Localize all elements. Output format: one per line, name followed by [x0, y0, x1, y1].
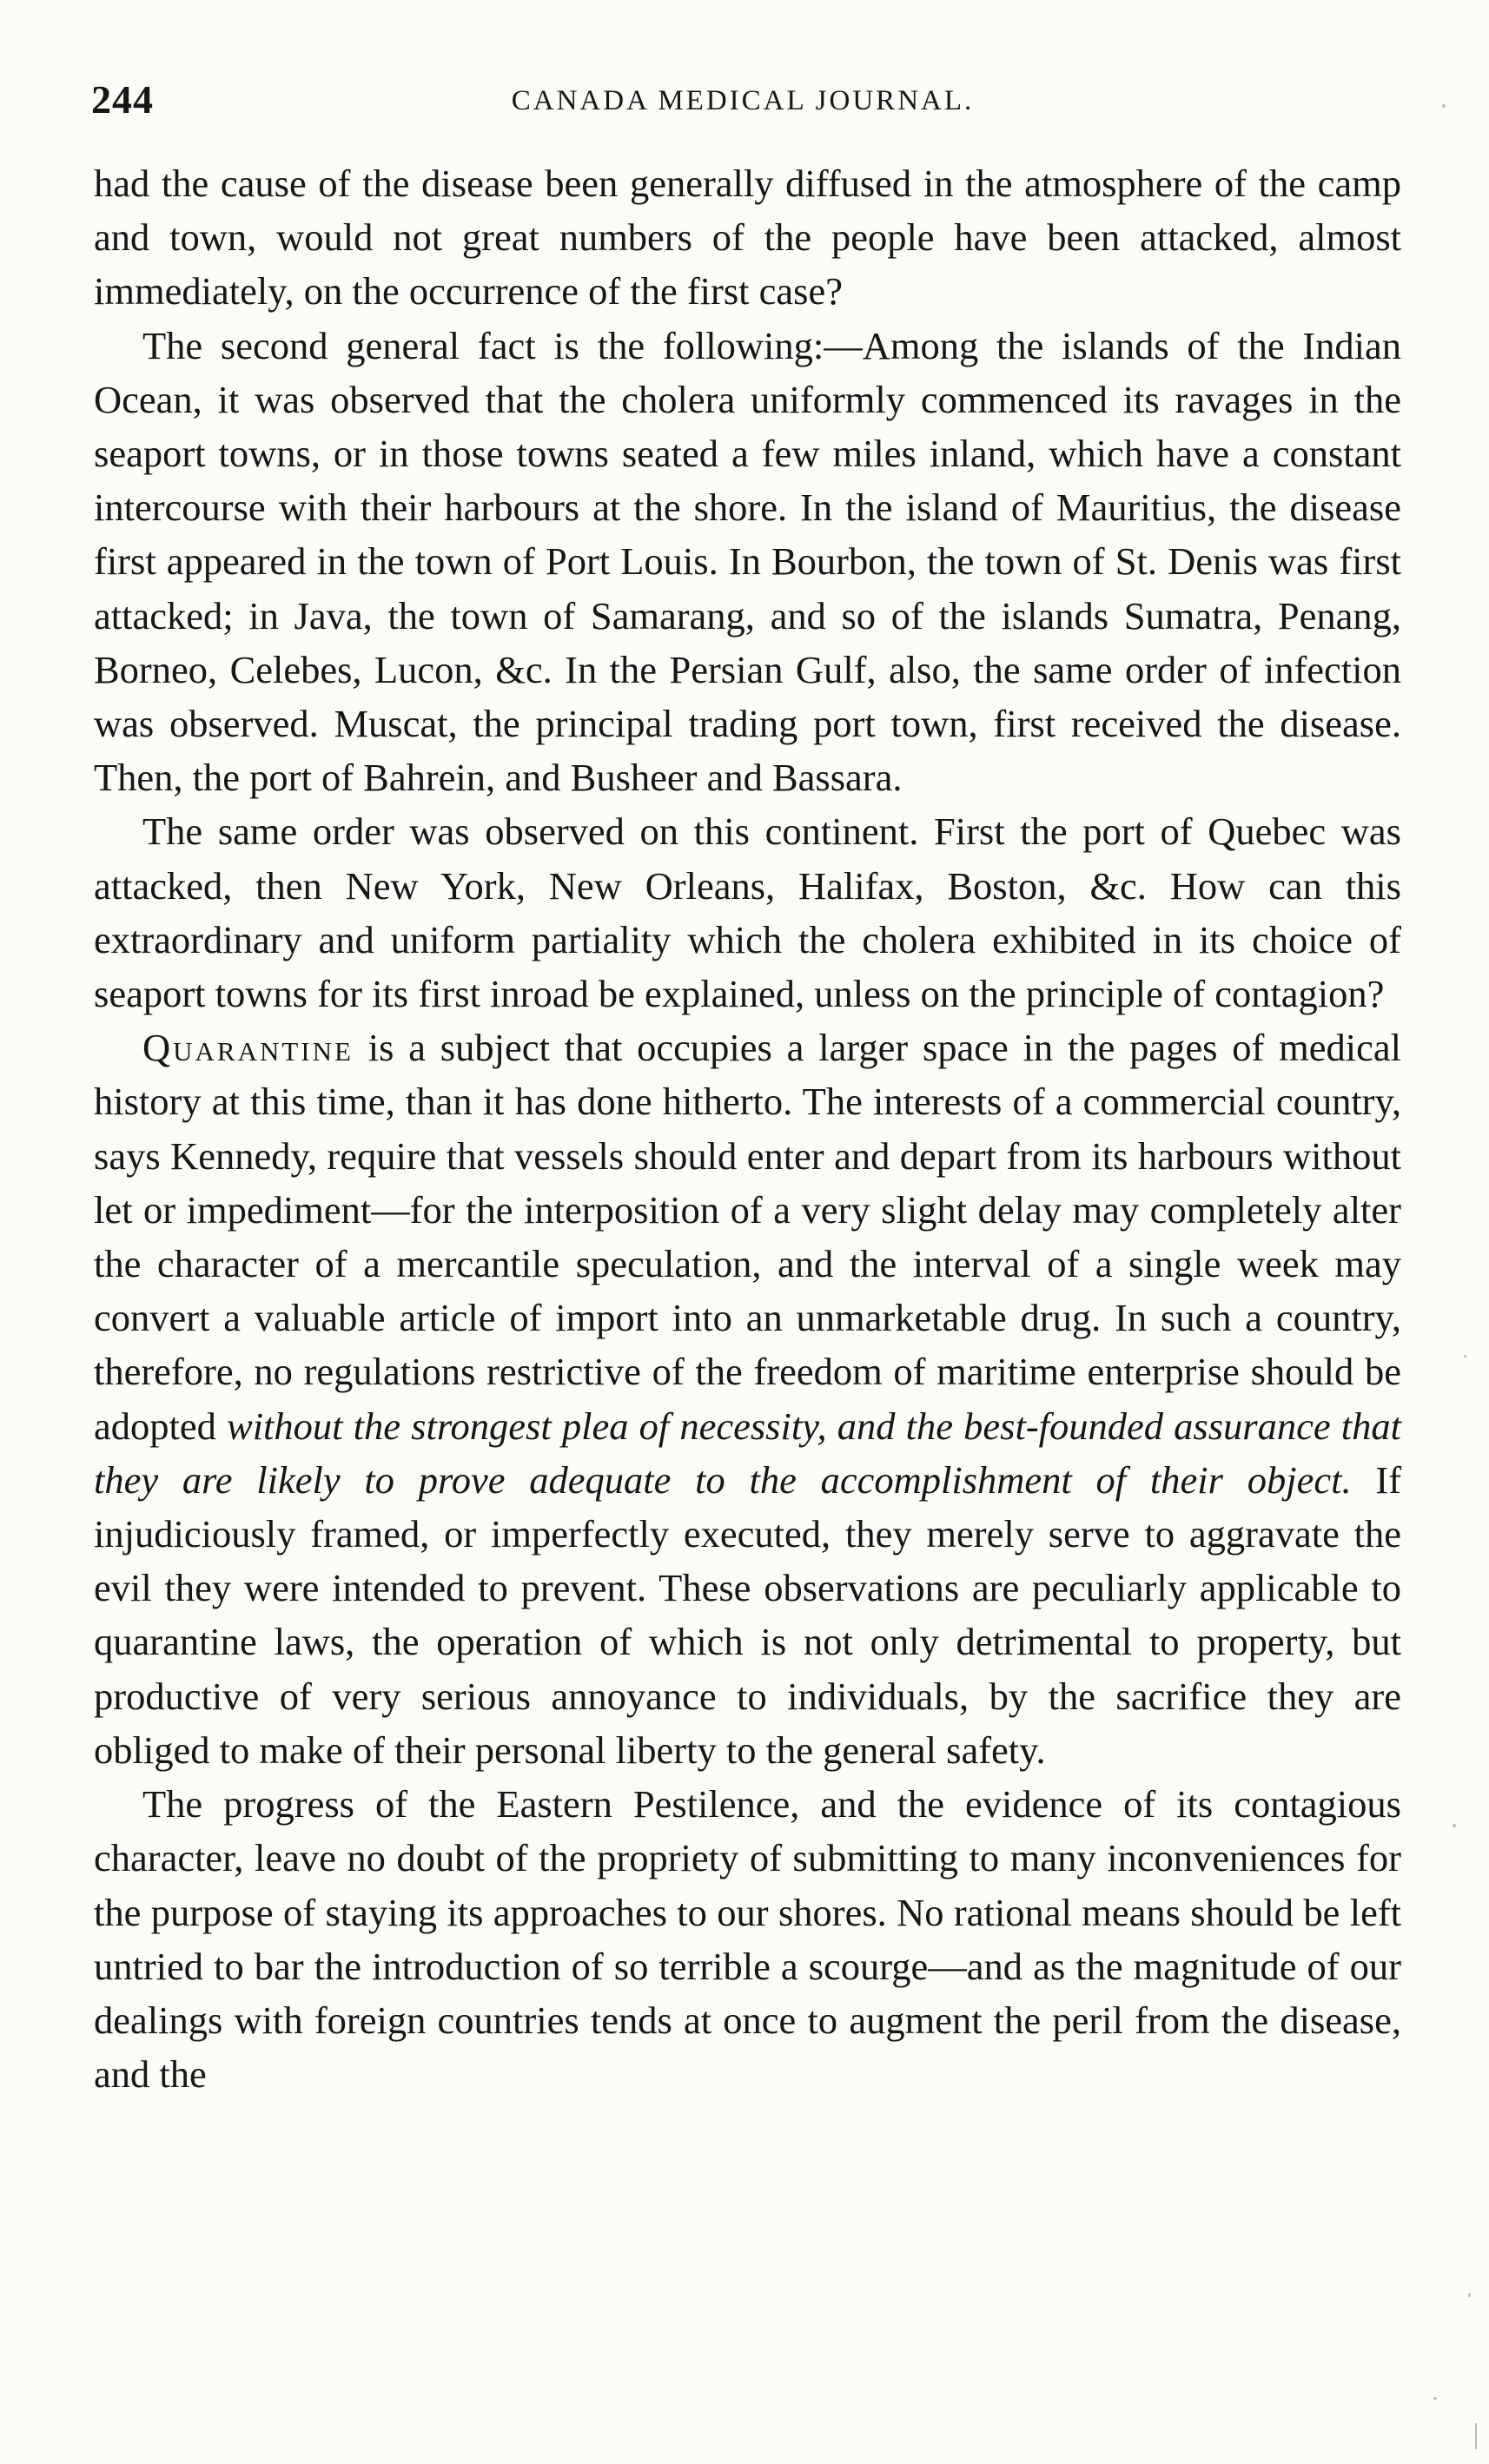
scan-speck	[1453, 1824, 1456, 1827]
body-text	[94, 156, 1401, 2101]
paragraph-4-text-b: If injudiciously framed, or imperfectly executed, they merely serve to aggravate the evil they were intended to prevent. These observations are peculiarly applicable to quarantine laws, the operation of which is not only detrimental to property, but productive of very serious annoyance to individuals, by the sacrifice they are obliged to make of their personal liberty to the general safety.	[94, 1457, 1402, 1772]
paragraph-3: The same order was observed on this continent. First the port of Quebec was attacked, then New York, New Orleans, Halifax, Boston, &c. How can this extraordinary and uniform partiality which the cholera exhibited in its choice of seaport towns for its first inroad be explained, unless on the principle of contagion?	[94, 809, 1401, 1016]
paragraph-5: The progress of the Eastern Pestilence, and the evidence of its contagious character, leave no doubt of the propriety of submitting to many inconveniences for the purpose of staying its approaches to our shores. No rational means should be left untried to bar the introduction of so terrible a scourge—and as the magnitude of our dealings with foreign countries tends at once to augment the peril from the disease, and the	[94, 1782, 1401, 2097]
paragraph-1: had the cause of the disease been generally diffused in the atmosphere of the camp and town, would not great numbers of the people have been attacked, almost immediately, on the occurrence of the first case?	[94, 162, 1401, 314]
scan-speck	[1433, 2397, 1437, 2400]
page-number: 244	[91, 77, 154, 122]
section-heading-quarantine: Quarantine	[142, 1026, 354, 1070]
paragraph-2: The second general fact is the following:—Among the islands of the Indian Ocean, it was observed that the cholera uniformly commenced its ravages in the seaport towns, or in those towns seated a few miles inland, which have a constant intercourse with their harbours at the shore. In the island of Mauritius, the disease first appeared in the town of Port Louis. In Bourbon, the town of St. Denis was first attacked; in Java, the town of Samarang, and so of the islands Sumatra, Penang, Borneo, Celebes, Lucon, &c. In the Persian Gulf, also, the same order of infection was observed. Muscat, the principal trading port town, first received the disease. Then, the port of Bahrein, and Busheer and Bassara.	[94, 323, 1401, 800]
paragraph-4-text-a: is a subject that occupies a larger space in the pages of medical history at this time, than it has done hitherto. The interests of a commercial country, says Kennedy, require that vessels should enter and depart from its harbours without let or impediment—for the interposition of a very slight delay may completely alter the character of a mercantile speculation, and the interval of a single week may convert a valuable article of import into an unmarketable drug. In such a country, therefore, no regulations restrictive of the freedom of maritime enterprise should be adopted	[94, 1026, 1401, 1448]
paragraph-4	[94, 1021, 1401, 1777]
running-head: CANADA MEDICAL JOURNAL.	[511, 85, 975, 116]
scan-speck	[1464, 1355, 1466, 1358]
paragraph-4-italic: without the strongest plea of necessity, and the best-founded assurance that they are likely to prove adequate to the accomplishment of their object.	[94, 1404, 1401, 1502]
scan-speck	[1442, 104, 1446, 108]
scan-speck	[1475, 2423, 1477, 2449]
scan-speck	[1468, 2293, 1471, 2297]
page-header	[91, 76, 1394, 129]
